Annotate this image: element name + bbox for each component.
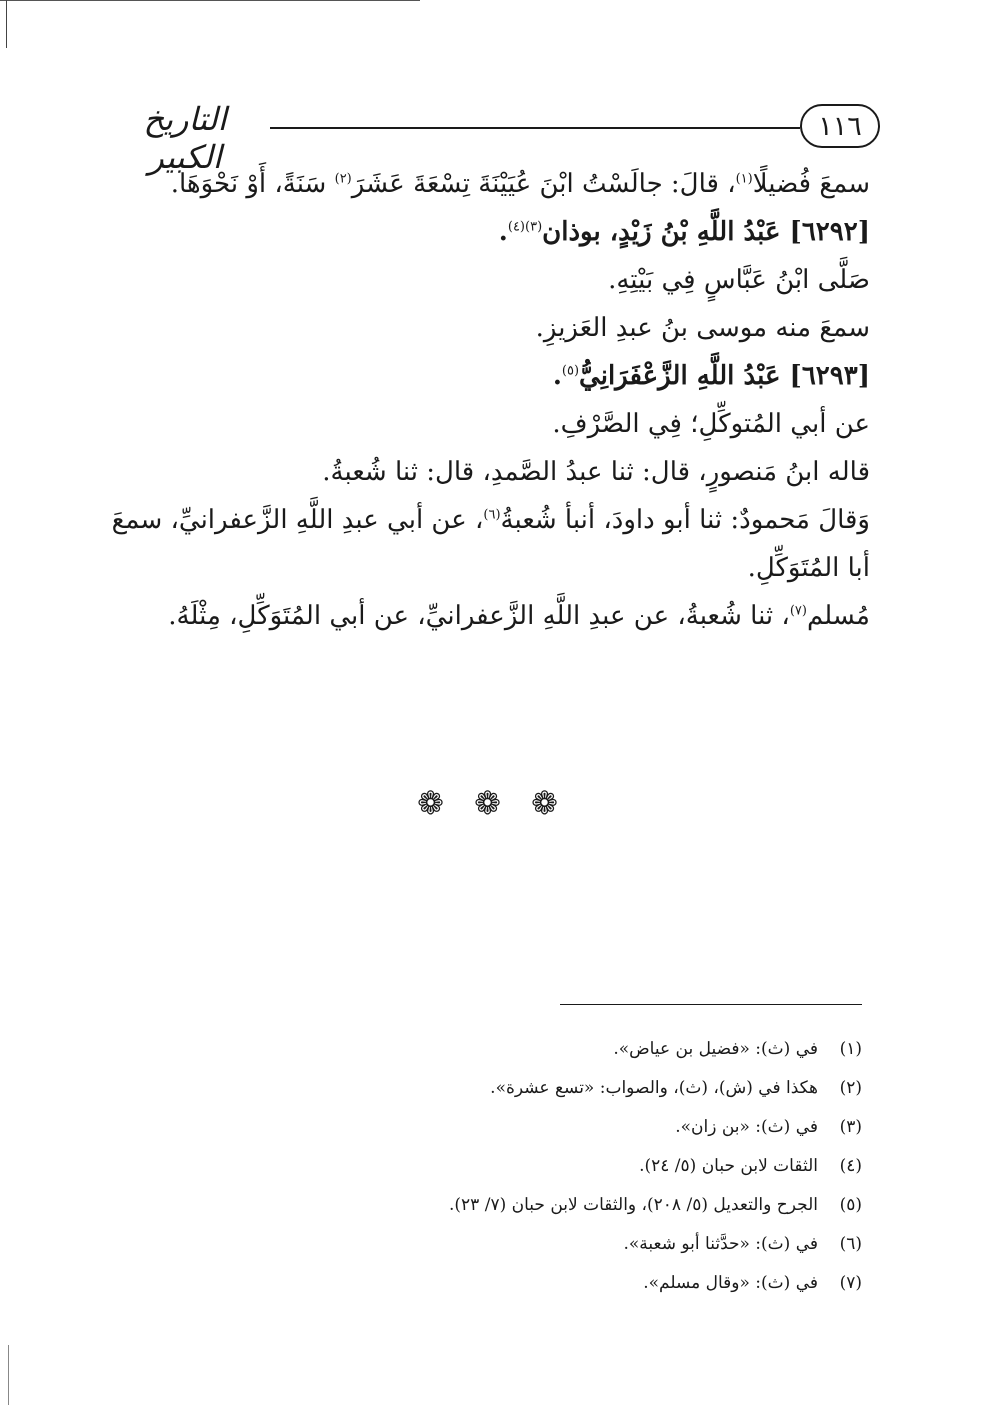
text-span: ، ثنا شُعبةُ، عن عبدِ اللَّهِ الزَّعفرانيِّ، عن أبي المُتَوَكِّلِ، مِثْلَهُ. [168,601,790,631]
footnote-text: الجرح والتعديل (٥/ ٢٠٨)، والثقات لابن حبان (٧/ ٢٣). [449,1195,818,1215]
text-line-9 [110,592,870,640]
text-span: وَقالَ مَحمودٌ: ثنا أبو داودَ، أنبأ شُعبةُ [500,505,870,535]
footnote-1 [300,1030,862,1069]
footnote-text: هكذا في (ش)، (ث)، والصواب: «تسع عشرة». [490,1078,818,1098]
scan-edge-left [6,0,7,48]
footnote-2 [300,1069,862,1108]
footnote-number: (٥) [839,1195,862,1215]
footnote-number: (٣) [839,1117,862,1137]
text-span: . [552,361,562,391]
footnote-4 [300,1147,862,1186]
footnote-ref-2: (٢) [334,171,352,187]
entry-title: [٦٢٩٣] عَبْدُ اللَّهِ الزَّعْفَرَانِيُّ [579,361,870,391]
footnote-text: الثقات لابن حبان (٥/ ٢٤). [639,1156,818,1176]
footnote-number: (١) [839,1039,862,1059]
footnote-3 [300,1108,862,1147]
footnote-text: في (ث): «بن زان». [675,1117,818,1137]
entry-heading-6293 [110,352,870,400]
footnote-number: (٢) [839,1078,862,1098]
running-header [110,100,880,176]
footnote-6 [300,1225,862,1264]
text-line-8 [110,496,870,592]
footnote-5 [300,1186,862,1225]
footnote-text: في (ث): «وقال مسلم». [643,1273,818,1293]
footnote-text: في (ث): «حدَّثنا أبو شعبة». [623,1234,818,1254]
text-line-1 [110,160,870,208]
text-span: ، عن أبي عبدِ اللَّهِ الزَّعفرانيِّ، سمعَ أبا المُتَوَكِّلِ. [111,505,870,583]
footnote-number: (٤) [839,1156,862,1176]
footnote-ref-6: (٦) [483,507,501,523]
page-number: ١١٦ [818,110,862,142]
text-span: مُسلم [806,601,870,631]
footnote-ref-5: (٥) [561,363,580,379]
footnote-ref-7: (٧) [789,603,807,619]
text-line-6: عن أبي المُتوكِّلِ؛ فِي الصَّرْفِ. [552,409,870,439]
entry-heading-6292 [110,208,870,256]
page-number-badge [800,104,880,148]
text-span: ، قالَ: جالَسْتُ ابْنَ عُيَيْنَةَ تِسْعَةَ عَشَرَ [351,169,736,199]
entry-title: [٦٢٩٢] عَبْدُ اللَّهِ بْنُ زَيْدٍ، بوذان [542,217,870,247]
text-span: سَنَةً، أَوْ نَحْوَهَا. [170,169,335,199]
text-line-4: سمعَ منه موسى بنُ عبدِ العَزيزِ. [535,313,870,343]
text-span: سمعَ فُضيلًا [752,169,870,199]
footnote-7 [300,1264,862,1303]
scan-edge-bottom [8,1345,9,1405]
footnote-number: (٦) [839,1234,862,1254]
book-title: التاريخ الكبير [143,100,227,176]
footnote-text: في (ث): «فضيل بن عياض». [613,1039,818,1059]
footnote-rule [560,1004,862,1005]
footnote-ref-1: (١) [735,171,753,187]
footnote-ref-3-4: (٣)(٤) [507,219,543,235]
text-span: . [498,217,508,247]
text-line-3: صَلَّى ابْنُ عَبَّاسٍ فِي بَيْتِهِ. [608,265,870,295]
section-ornament: ❁ ❁ ❁ [417,784,568,822]
main-text [110,160,870,640]
footnotes [300,1030,862,1303]
scan-edge-top [0,0,420,1]
text-line-7: قاله ابنُ مَنصورٍ، قال: ثنا عبدُ الصَّمدِ، قال: ثنا شُعبةُ. [322,457,870,487]
footnote-number: (٧) [839,1273,862,1293]
header-rule [270,127,800,129]
